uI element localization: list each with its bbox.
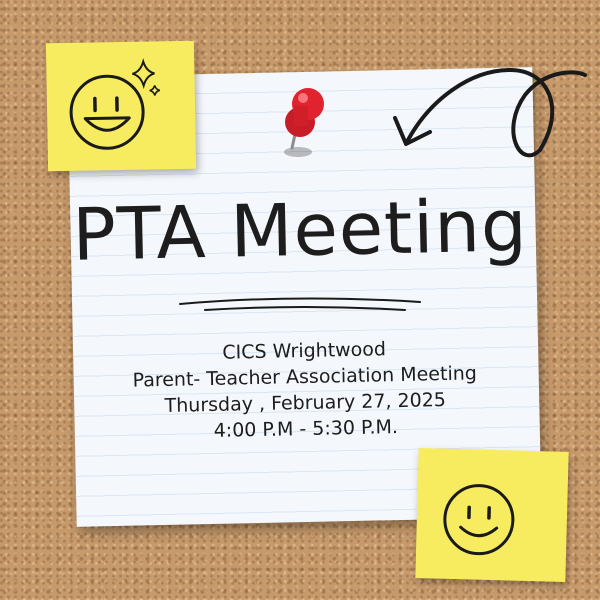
smiley-face-icon — [415, 448, 568, 582]
page-title: PTA Meeting — [71, 183, 529, 277]
sticky-note-bottom-right — [415, 448, 568, 582]
pushpin-icon — [270, 82, 340, 162]
smiley-face-icon — [46, 41, 196, 172]
decorative-underline — [175, 290, 425, 320]
event-details — [0, 332, 600, 449]
meeting-subtitle: Parent- Teacher Association Meeting — [132, 362, 478, 392]
organization-name: CICS Wrightwood — [222, 338, 387, 364]
meeting-date: Thursday , February 27, 2025 — [164, 389, 447, 417]
looped-arrow-icon — [390, 40, 590, 170]
meeting-time: 4:00 P.M - 5:30 P.M. — [213, 416, 399, 442]
sticky-note-top-left — [46, 41, 196, 172]
